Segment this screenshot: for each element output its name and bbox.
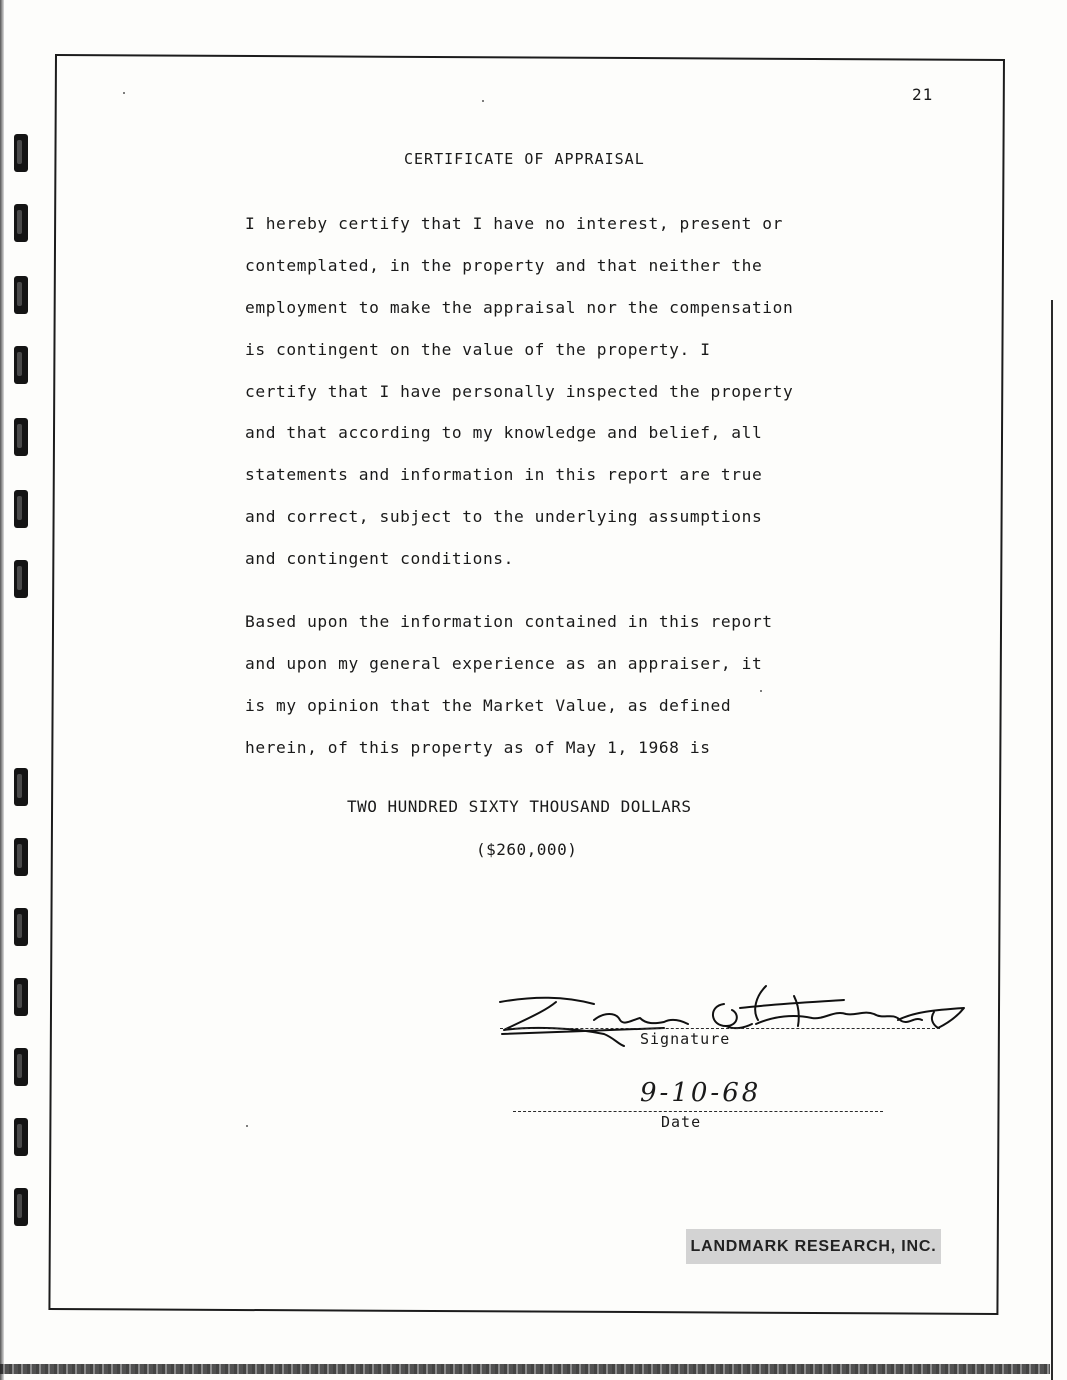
text-line: and upon my general experience as an appraiser, it [245,653,763,673]
scan-speck [246,1125,248,1127]
text-line: is my opinion that the Market Value, as defined [245,695,732,715]
market-value-figure: ($260,000) [476,840,578,859]
text-line: herein, of this property as of May 1, 1968 is [245,737,711,757]
binder-hole [14,560,28,598]
binder-hole [14,204,28,242]
binder-hole [14,838,28,876]
page-number: 21 [912,85,934,104]
scan-bottom-edge [0,1364,1050,1374]
date-line [513,1111,883,1112]
date-label: Date [661,1113,702,1131]
binder-hole [14,768,28,806]
opinion-paragraph [245,601,773,769]
text-line: and that according to my knowledge and belief, all [245,423,763,443]
signature-label: Signature [640,1030,731,1048]
text-line: contemplated, in the property and that neither the [245,255,763,275]
text-line: and contingent conditions. [245,549,514,569]
text-line: Based upon the information contained in this report [245,612,773,631]
binder-hole [14,346,28,384]
text-line: is contingent on the value of the property. I [245,339,711,359]
binder-hole [14,978,28,1016]
text-line: statements and information in this report are true [245,465,763,485]
binder-hole [14,276,28,314]
scan-right-edge [1051,300,1053,1380]
text-line: certify that I have personally inspected the property [245,381,794,401]
text-line: and correct, subject to the underlying assumptions [245,507,763,527]
binder-hole [14,418,28,456]
binder-hole [14,1188,28,1226]
scan-speck [123,92,125,94]
scan-left-edge [0,0,4,1380]
binder-hole [14,1048,28,1086]
binder-hole [14,134,28,172]
binder-hole [14,1118,28,1156]
handwritten-signature [494,980,974,1050]
certificate-title: CERTIFICATE OF APPRAISAL [404,150,645,168]
company-name-stamp: LANDMARK RESEARCH, INC. [686,1229,941,1264]
market-value-words: TWO HUNDRED SIXTY THOUSAND DOLLARS [347,797,692,816]
signature-line [500,1028,940,1029]
binder-hole [14,908,28,946]
text-line: employment to make the appraisal nor the compensation [245,297,794,317]
handwritten-date: 9-10-68 [640,1078,762,1108]
scan-speck [482,100,484,102]
text-line: I hereby certify that I have no interest, present or [245,214,783,233]
certification-paragraph [245,203,793,580]
binder-hole [14,490,28,528]
